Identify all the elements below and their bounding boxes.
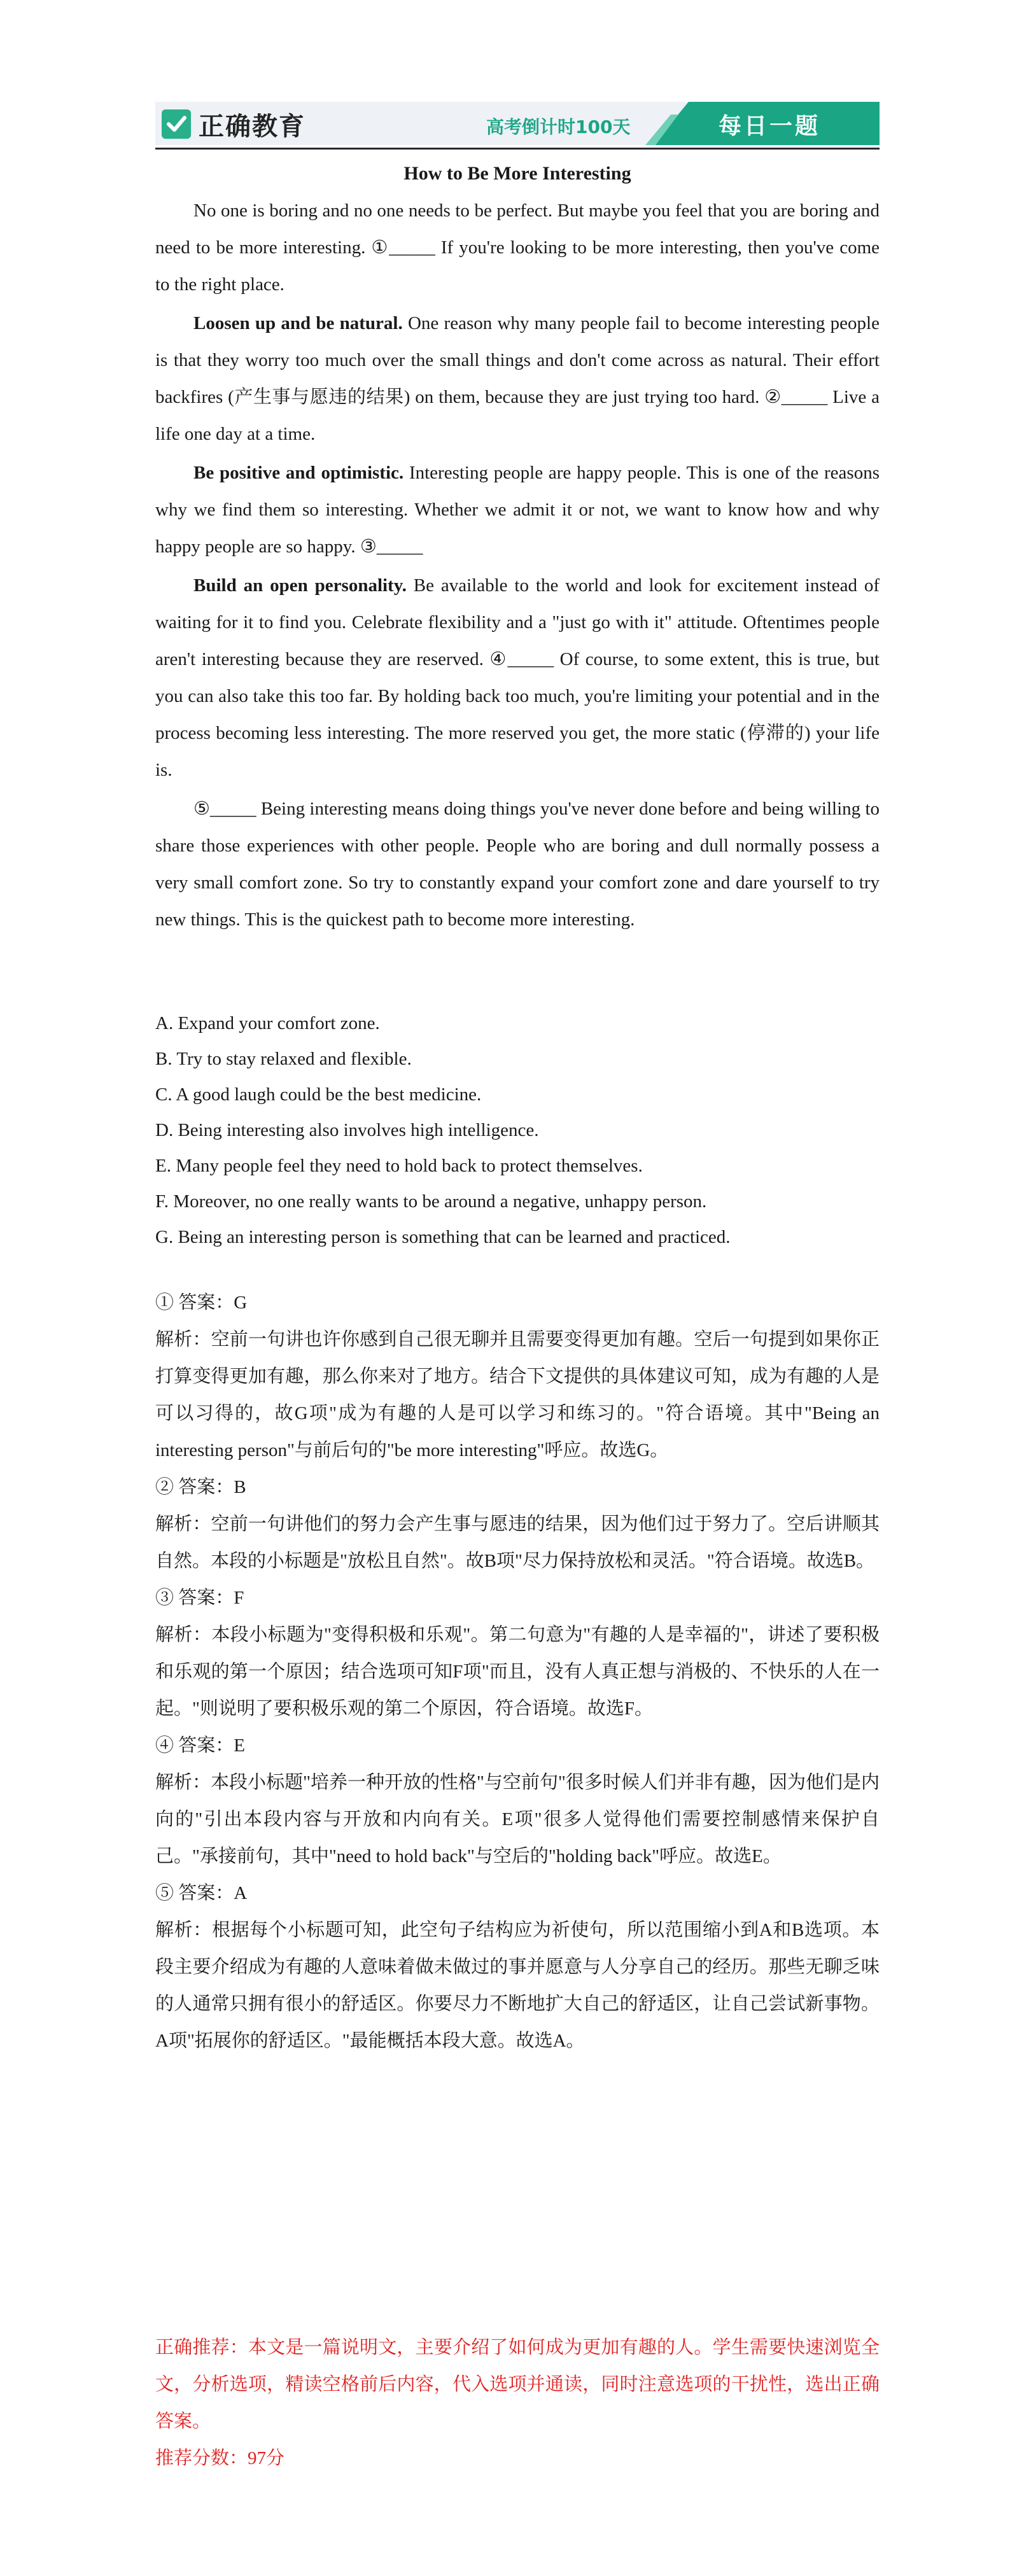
answer-key: ② 答案：B [155,1477,246,1497]
article-title: How to Be More Interesting [403,163,631,184]
option-item: F. Moreover, no one really wants to be around a negative, unhappy person. [155,1191,707,1212]
article-body [155,192,880,940]
answer-key: ① 答案：G [155,1292,248,1313]
recommendation [155,2329,880,2477]
options-list [155,1005,880,1255]
option-item: D. Being interesting also involves high intelligence. [155,1120,539,1140]
header-banner [155,102,880,145]
paragraph: Loosen up and be natural. One reason why many people fail to become interesting people is that they worry too much over the small things and don't come across as natural. Their effort backfires (产生事与愿违的结果) on them, because they are just trying too hard. ②_____ Live a life one day at a time. [155,313,880,444]
daily-question-label: 每日一题 [719,113,821,139]
answer-explanation: 解析：空前一句讲也许你感到自己很无聊并且需要变得更加有趣。空后一句提到如果你正打算变得更加有趣，那么你来对了地方。结合下文提供的具体建议可知，成为有趣的人是可以习得的，故G项"成为有趣的人是可以学习和练习的。"符合语境。其中"Being an interesting person"与前后句的"be more interesting"呼应。故选G。 [155,1329,880,1460]
option-item: E. Many people feel they need to hold back to protect themselves. [155,1156,643,1176]
option-item: C. A good laugh could be the best medicine. [155,1084,482,1105]
paragraph: No one is boring and no one needs to be perfect. But maybe you feel that you are boring and need to be more interesting. ①_____ If you're looking to be more interesting, then you've come to the right place. [155,200,880,295]
paragraph-heading: Build an open personality. [193,575,407,596]
answer-key: ④ 答案：E [155,1735,245,1756]
answer-block [155,1875,880,2059]
paragraph: Be positive and optimistic. Interesting people are happy people. This is one of the reasons why we find them so interesting. Whether we admit it or not, we want to know how and why happy people are so happy. ③_____ [155,463,880,557]
answer-explanation: 解析：空前一句讲他们的努力会产生事与愿违的结果，因为他们过于努力了。空后讲顺其自然。本段的小标题是"放松且自然"。故B项"尽力保持放松和灵活。"符合语境。故选B。 [155,1514,880,1571]
paragraph-heading: Be positive and optimistic. [193,463,404,483]
answer-block [155,1579,880,1727]
answer-block [155,1284,880,1469]
option-item: B. Try to stay relaxed and flexible. [155,1049,412,1069]
paragraph-heading: Loosen up and be natural. [193,313,403,333]
answer-explanation: 解析：根据每个小标题可知，此空句子结构应为祈使句，所以范围缩小到A和B选项。本段主要介绍成为有趣的人意味着做未做过的事并愿意与人分享自己的经历。那些无聊乏味的人通常只拥有很小的舒适区。你要尽力不断地扩大自己的舒适区，让自己尝试新事物。A项"拓展你的舒适区。"最能概括本段大意。故选A。 [155,1920,880,2051]
answer-key: ⑤ 答案：A [155,1883,248,1903]
answer-block [155,1469,880,1579]
paragraph: ⑤_____ Being interesting means doing things you've never done before and being willing to share those experiences with other people. People who are boring and dull normally possess a very small comfort zone. So try to constantly expand your comfort zone and dare yourself to try new things. This is the quickest path to become more interesting. [155,799,880,930]
brand-logo [162,108,305,140]
paragraph: Build an open personality. Be available to the world and look for excitement instead of waiting for it to find you. Celebrate flexibility and a "just go with it" attitude. Oftentimes people aren't interesting because they are reserved. ④_____ Of course, to some extent, this is true, but you can also take this too far. By holding back too much, you're limiting your potential and in the process becoming less interesting. The more reserved you get, the more static (停滞的) your life is. [155,575,880,780]
answer-block [155,1727,880,1875]
answer-explanation: 解析：本段小标题为"变得积极和乐观"。第二句意为"有趣的人是幸福的"，讲述了要积极和乐观的第一个原因；结合选项可知F项"而且，没有人真正想与消极的、不快乐的人在一起。"则说明了要积极乐观的第二个原因，符合语境。故选F。 [155,1625,880,1719]
daily-question-badge [645,102,880,145]
answer-explanation: 解析：本段小标题"培养一种开放的性格"与空前句"很多时候人们并非有趣，因为他们是内向的"引出本段内容与开放和内向有关。E项"很多人觉得他们需要控制感情来保护自己。"承接前句，其中"need to hold back"与空后的"holding back"呼应。故选E。 [155,1772,880,1866]
header-divider [155,148,880,150]
answers-section [155,1284,880,2059]
recommendation-text: 正确推荐：本文是一篇说明文，主要介绍了如何成为更加有趣的人。学生需要快速浏览全文，分析选项，精读空格前后内容，代入选项并通读，同时注意选项的干扰性，选出正确答案。 [155,2337,880,2432]
countdown-label: 高考倒计时100天 [486,116,631,137]
brand-name: 正确教育 [199,111,305,141]
option-item: G. Being an interesting person is something that can be learned and practiced. [155,1227,731,1247]
option-item: A. Expand your comfort zone. [155,1013,380,1033]
recommendation-score: 推荐分数：97分 [155,2448,285,2468]
check-icon [162,109,191,139]
answer-key: ③ 答案：F [155,1588,244,1608]
